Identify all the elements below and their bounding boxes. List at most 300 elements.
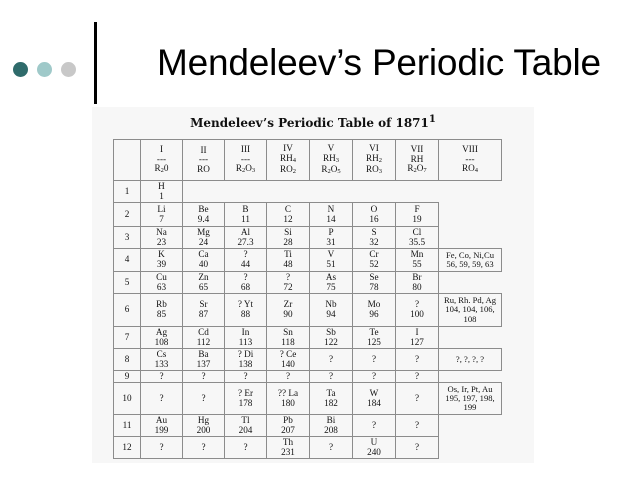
element-cell bbox=[353, 371, 396, 383]
period-number: 8 bbox=[114, 349, 141, 371]
group-header-III bbox=[225, 140, 267, 181]
atomic-weight: 72 bbox=[283, 281, 293, 292]
group-oxide: R20 bbox=[154, 163, 169, 175]
element-symbol: ? Yt bbox=[237, 299, 254, 310]
element-symbol: Mn bbox=[410, 249, 424, 260]
atomic-weight: 52 bbox=[369, 259, 379, 269]
element-symbol: Sn bbox=[283, 326, 293, 337]
element-cell bbox=[141, 203, 183, 227]
element-cell bbox=[141, 383, 183, 415]
group-header-IV bbox=[267, 140, 310, 181]
group-hydride: --- bbox=[156, 153, 167, 164]
atomic-weight: 96 bbox=[369, 309, 379, 319]
element-cell bbox=[183, 415, 225, 437]
element-cell bbox=[141, 415, 183, 437]
element-symbol: Cu bbox=[156, 271, 167, 282]
element-cell bbox=[439, 294, 502, 327]
periodic-table bbox=[113, 139, 502, 459]
group-hydride: RH3 bbox=[322, 153, 339, 165]
dot-dark bbox=[13, 62, 28, 77]
element-cell bbox=[396, 203, 439, 227]
element-symbol: Se bbox=[369, 271, 379, 282]
atomic-weight: 39 bbox=[156, 259, 167, 269]
element-symbol: ? bbox=[371, 353, 377, 364]
group-hydride: --- bbox=[465, 153, 475, 164]
atomic-weight: 137 bbox=[196, 358, 211, 369]
element-symbol: Be bbox=[198, 203, 209, 214]
element-cell bbox=[353, 327, 396, 349]
atomic-weight: 231 bbox=[281, 446, 295, 457]
element-symbol: Bi bbox=[326, 414, 336, 425]
element-symbol: F bbox=[414, 203, 420, 214]
element-symbol: Cl bbox=[412, 226, 422, 237]
element-symbol: ? bbox=[201, 441, 206, 452]
atomic-weight: 87 bbox=[198, 309, 209, 319]
atomic-weight: 195, 197, 198, bbox=[445, 392, 495, 403]
group-oxide: RO2 bbox=[279, 163, 296, 175]
element-cell bbox=[396, 415, 439, 437]
element-cell bbox=[141, 437, 183, 459]
element-symbol: I bbox=[415, 326, 419, 337]
element-cell bbox=[267, 227, 310, 249]
atomic-weight: 182 bbox=[324, 397, 338, 408]
empty-cell bbox=[183, 181, 225, 203]
empty-cell bbox=[439, 327, 502, 349]
atomic-weight: 199 bbox=[154, 424, 169, 435]
element-cell bbox=[310, 327, 353, 349]
atomic-weight: 138 bbox=[238, 358, 253, 369]
atomic-weight: 112 bbox=[196, 336, 211, 347]
atomic-weight: 108 bbox=[463, 313, 477, 324]
element-cell bbox=[225, 415, 267, 437]
atomic-weight: 104, 104, 106, bbox=[445, 304, 495, 315]
atomic-weight: 199 bbox=[463, 402, 477, 412]
element-cell bbox=[141, 327, 183, 349]
element-symbol: Ag bbox=[155, 326, 168, 337]
element-cell bbox=[225, 272, 267, 294]
element-cell bbox=[141, 249, 183, 272]
element-symbol: ? bbox=[159, 392, 164, 403]
atomic-weight: 28 bbox=[283, 236, 293, 247]
element-symbol: B bbox=[242, 203, 249, 214]
element-cell bbox=[141, 272, 183, 294]
element-cell bbox=[267, 415, 310, 437]
period-row bbox=[114, 383, 502, 415]
group-name: VI bbox=[369, 143, 379, 154]
period-number: 9 bbox=[114, 371, 141, 383]
atomic-weight: 78 bbox=[369, 281, 379, 292]
group-hydride: --- bbox=[240, 153, 251, 164]
period-row bbox=[114, 437, 502, 459]
period-number: 10 bbox=[114, 383, 141, 415]
element-cell bbox=[183, 349, 225, 371]
element-symbol: Sr bbox=[199, 299, 208, 310]
period-row bbox=[114, 181, 502, 203]
element-cell bbox=[183, 272, 225, 294]
atomic-weight: 90 bbox=[283, 309, 293, 319]
element-cell bbox=[353, 437, 396, 459]
element-symbol: Zn bbox=[198, 271, 209, 282]
group-oxide: RO4 bbox=[461, 163, 478, 175]
element-symbol: ? bbox=[371, 419, 377, 430]
period-number: 11 bbox=[114, 415, 141, 437]
period-number: 12 bbox=[114, 437, 141, 459]
element-cell bbox=[310, 294, 353, 327]
group-oxide: RO3 bbox=[365, 163, 382, 175]
element-symbol: ? bbox=[159, 370, 164, 381]
element-symbol: Ru, Rh. Pd, Ag bbox=[443, 295, 497, 306]
element-symbol: In bbox=[241, 326, 250, 337]
group-header-VI bbox=[353, 140, 396, 181]
element-cell bbox=[353, 227, 396, 249]
atomic-weight: 23 bbox=[156, 236, 167, 247]
element-cell bbox=[310, 349, 353, 371]
element-cell bbox=[310, 415, 353, 437]
element-symbol: H bbox=[158, 180, 165, 191]
element-symbol: As bbox=[325, 271, 337, 282]
element-cell bbox=[267, 371, 310, 383]
atomic-weight: 24 bbox=[198, 236, 209, 247]
empty-cell bbox=[396, 181, 439, 203]
atomic-weight: 12 bbox=[283, 213, 293, 224]
group-name: VII bbox=[410, 143, 424, 154]
atomic-weight: 19 bbox=[412, 213, 422, 224]
element-symbol: Zr bbox=[283, 299, 293, 310]
period-number: 7 bbox=[114, 327, 141, 349]
element-cell bbox=[310, 203, 353, 227]
atomic-weight: 80 bbox=[412, 281, 422, 292]
element-symbol: Mo bbox=[367, 299, 381, 310]
element-cell bbox=[396, 227, 439, 249]
atomic-weight: 68 bbox=[240, 281, 251, 292]
element-cell bbox=[183, 327, 225, 349]
element-cell bbox=[310, 272, 353, 294]
table-caption bbox=[92, 114, 534, 130]
element-cell bbox=[310, 249, 353, 272]
element-cell bbox=[141, 294, 183, 327]
empty-cell bbox=[439, 371, 502, 383]
element-symbol: ? bbox=[243, 249, 248, 260]
decorative-dots bbox=[13, 62, 76, 77]
element-symbol: ? bbox=[414, 353, 420, 364]
group-name: VIII bbox=[462, 143, 478, 154]
empty-cell bbox=[439, 415, 502, 437]
corner-cell bbox=[114, 140, 141, 181]
element-cell bbox=[396, 383, 439, 415]
empty-cell bbox=[439, 272, 502, 294]
element-cell bbox=[310, 371, 353, 383]
element-symbol: Na bbox=[156, 226, 167, 237]
period-number: 5 bbox=[114, 272, 141, 294]
group-hydride: RH2 bbox=[365, 153, 382, 165]
element-cell bbox=[310, 227, 353, 249]
element-symbol: ? bbox=[243, 271, 248, 282]
element-cell bbox=[225, 203, 267, 227]
element-symbol: ? bbox=[414, 419, 420, 430]
group-oxide: R2O3 bbox=[235, 163, 256, 175]
atomic-weight: 88 bbox=[240, 309, 251, 319]
dot-teal bbox=[37, 62, 52, 77]
element-cell bbox=[141, 371, 183, 383]
element-cell bbox=[225, 249, 267, 272]
period-number: 2 bbox=[114, 203, 141, 227]
element-symbol: ? bbox=[201, 370, 206, 381]
element-symbol: ? Er bbox=[237, 387, 254, 398]
element-symbol: ? bbox=[414, 441, 420, 452]
element-cell bbox=[267, 327, 310, 349]
element-cell bbox=[353, 294, 396, 327]
atomic-weight: 240 bbox=[367, 446, 381, 457]
element-symbol: ? bbox=[243, 370, 248, 381]
atomic-weight: 100 bbox=[410, 309, 424, 319]
period-row bbox=[114, 327, 502, 349]
atomic-weight: 40 bbox=[198, 259, 209, 269]
group-hydride: RH4 bbox=[279, 153, 296, 165]
element-cell bbox=[225, 371, 267, 383]
group-name: I bbox=[159, 143, 164, 154]
element-cell bbox=[353, 415, 396, 437]
element-symbol: ? bbox=[285, 370, 291, 381]
element-symbol: Hg bbox=[197, 414, 210, 425]
element-symbol: Fe, Co, Ni,Cu bbox=[446, 249, 494, 260]
period-row bbox=[114, 203, 502, 227]
element-cell bbox=[396, 437, 439, 459]
atomic-weight: 204 bbox=[238, 424, 253, 435]
atomic-weight: 118 bbox=[281, 336, 295, 347]
element-symbol: Os, Ir, Pt, Au bbox=[447, 383, 493, 394]
element-symbol: C bbox=[284, 203, 292, 214]
element-symbol: U bbox=[370, 436, 378, 447]
element-cell bbox=[183, 249, 225, 272]
element-cell bbox=[141, 349, 183, 371]
empty-cell bbox=[439, 227, 502, 249]
element-cell bbox=[267, 272, 310, 294]
element-cell bbox=[267, 294, 310, 327]
atomic-weight: 63 bbox=[156, 281, 167, 292]
group-header-II bbox=[183, 140, 225, 181]
element-cell bbox=[183, 371, 225, 383]
element-cell bbox=[439, 249, 502, 272]
element-cell bbox=[183, 437, 225, 459]
element-symbol: O bbox=[370, 203, 378, 214]
element-cell bbox=[225, 349, 267, 371]
element-cell bbox=[353, 349, 396, 371]
atomic-weight: 48 bbox=[283, 259, 293, 269]
atomic-weight: 208 bbox=[324, 424, 338, 435]
element-symbol: Ca bbox=[198, 249, 209, 260]
element-symbol: Rb bbox=[156, 299, 167, 310]
group-name: II bbox=[200, 144, 207, 155]
element-cell bbox=[141, 181, 183, 203]
element-symbol: Al bbox=[240, 226, 251, 237]
element-cell bbox=[353, 383, 396, 415]
atomic-weight: 140 bbox=[281, 358, 295, 369]
atomic-weight: 94 bbox=[326, 309, 336, 319]
element-symbol: P bbox=[328, 226, 334, 237]
element-symbol: Cr bbox=[369, 249, 379, 260]
atomic-weight: 7 bbox=[159, 213, 164, 224]
element-cell bbox=[183, 203, 225, 227]
element-symbol: ? bbox=[328, 370, 334, 381]
element-cell bbox=[225, 227, 267, 249]
period-row bbox=[114, 249, 502, 272]
atomic-weight: 125 bbox=[367, 336, 381, 347]
atomic-weight: 200 bbox=[196, 424, 211, 435]
element-cell bbox=[267, 249, 310, 272]
atomic-weight: 27.3 bbox=[237, 236, 254, 247]
group-name: IV bbox=[283, 143, 293, 154]
empty-cell bbox=[439, 181, 502, 203]
empty-cell bbox=[267, 181, 310, 203]
element-cell bbox=[183, 227, 225, 249]
element-cell bbox=[141, 227, 183, 249]
element-cell bbox=[183, 383, 225, 415]
footnote-mark: 1 bbox=[428, 114, 436, 125]
element-cell bbox=[439, 383, 502, 415]
element-cell bbox=[396, 294, 439, 327]
atomic-weight: 133 bbox=[154, 358, 169, 369]
period-row bbox=[114, 272, 502, 294]
group-header-VIII bbox=[439, 140, 502, 181]
element-symbol: ? bbox=[328, 353, 334, 364]
atomic-weight: 127 bbox=[410, 336, 424, 347]
group-oxide: RO bbox=[197, 163, 210, 174]
element-cell bbox=[267, 383, 310, 415]
element-symbol: ? bbox=[285, 271, 291, 282]
element-symbol: Au bbox=[155, 414, 168, 425]
group-header-row bbox=[114, 140, 502, 181]
element-cell bbox=[225, 294, 267, 327]
element-symbol: Sb bbox=[326, 326, 336, 337]
period-number: 3 bbox=[114, 227, 141, 249]
atomic-weight: 178 bbox=[238, 397, 253, 408]
atomic-weight: 207 bbox=[281, 424, 295, 435]
atomic-weight: 56, 59, 59, 63 bbox=[446, 259, 494, 269]
element-symbol: N bbox=[327, 203, 335, 214]
element-cell bbox=[396, 371, 439, 383]
atomic-weight: 180 bbox=[281, 397, 295, 408]
group-oxide: R2O5 bbox=[321, 163, 341, 175]
period-row bbox=[114, 294, 502, 327]
element-cell bbox=[353, 249, 396, 272]
element-cell bbox=[310, 437, 353, 459]
atomic-weight: 44 bbox=[240, 259, 251, 269]
period-number: 6 bbox=[114, 294, 141, 327]
element-symbol: Ba bbox=[198, 348, 209, 359]
slide-title: Mendeleev’s Periodic Table bbox=[157, 42, 601, 83]
element-symbol: Ti bbox=[284, 249, 292, 260]
element-symbol: Br bbox=[412, 271, 422, 282]
atomic-weight: 14 bbox=[326, 213, 336, 224]
atomic-weight: 108 bbox=[154, 336, 169, 347]
atomic-weight: 65 bbox=[198, 281, 209, 292]
group-name: V bbox=[327, 143, 335, 154]
element-symbol: ? bbox=[159, 441, 164, 452]
empty-cell bbox=[439, 203, 502, 227]
periodic-table-image bbox=[92, 107, 534, 463]
empty-cell bbox=[439, 437, 502, 459]
element-cell bbox=[225, 327, 267, 349]
period-number: 1 bbox=[114, 181, 141, 203]
element-cell bbox=[439, 349, 502, 371]
period-row bbox=[114, 371, 502, 383]
element-cell bbox=[267, 349, 310, 371]
element-symbol: V bbox=[327, 249, 335, 260]
element-symbol: Nb bbox=[325, 299, 337, 310]
element-cell bbox=[267, 437, 310, 459]
element-cell bbox=[310, 383, 353, 415]
element-cell bbox=[267, 203, 310, 227]
group-hydride: RH bbox=[410, 153, 424, 164]
element-cell bbox=[396, 272, 439, 294]
element-symbol: ? bbox=[414, 392, 420, 403]
element-symbol: ? bbox=[414, 299, 420, 310]
element-symbol: W bbox=[369, 387, 379, 398]
element-symbol: Mg bbox=[197, 226, 210, 237]
period-row bbox=[114, 227, 502, 249]
element-symbol: Ta bbox=[326, 387, 336, 398]
element-symbol: ?, ?, ?, ? bbox=[455, 353, 485, 364]
element-symbol: Th bbox=[282, 436, 294, 447]
period-number: 4 bbox=[114, 249, 141, 272]
atomic-weight: 1 bbox=[159, 190, 164, 201]
element-symbol: Li bbox=[157, 203, 166, 214]
atomic-weight: 184 bbox=[367, 397, 381, 408]
element-cell bbox=[353, 272, 396, 294]
group-header-I bbox=[141, 140, 183, 181]
group-header-VII bbox=[396, 140, 439, 181]
empty-cell bbox=[225, 181, 267, 203]
element-symbol: ? Di bbox=[237, 348, 254, 359]
atomic-weight: 85 bbox=[156, 309, 167, 319]
element-cell bbox=[353, 203, 396, 227]
element-cell bbox=[225, 383, 267, 415]
element-symbol: S bbox=[371, 226, 377, 237]
atomic-weight: 35.5 bbox=[408, 236, 426, 247]
atomic-weight: 122 bbox=[324, 336, 338, 347]
element-cell bbox=[396, 249, 439, 272]
element-cell bbox=[396, 327, 439, 349]
element-symbol: Si bbox=[284, 226, 292, 237]
element-symbol: ? bbox=[328, 441, 334, 452]
element-symbol: Cs bbox=[156, 348, 167, 359]
title-divider bbox=[94, 22, 97, 104]
element-symbol: ? bbox=[201, 392, 206, 403]
element-symbol: Pb bbox=[283, 414, 293, 425]
group-name: III bbox=[240, 143, 251, 154]
atomic-weight: 9.4 bbox=[197, 213, 210, 224]
element-symbol: ? Ce bbox=[279, 348, 297, 359]
atomic-weight: 75 bbox=[326, 281, 336, 292]
atomic-weight: 11 bbox=[241, 213, 250, 224]
element-symbol: Cd bbox=[198, 326, 209, 337]
element-symbol: ? bbox=[414, 370, 420, 381]
element-symbol: Te bbox=[369, 326, 379, 337]
element-cell bbox=[396, 349, 439, 371]
group-header-V bbox=[310, 140, 353, 181]
table-caption-text: Mendeleev’s Periodic Table of 1871 bbox=[190, 116, 429, 130]
period-row bbox=[114, 415, 502, 437]
atomic-weight: 31 bbox=[326, 236, 336, 247]
dot-grey bbox=[61, 62, 76, 77]
atomic-weight: 51 bbox=[326, 259, 336, 269]
empty-cell bbox=[310, 181, 353, 203]
atomic-weight: 32 bbox=[369, 236, 379, 247]
element-cell bbox=[225, 437, 267, 459]
atomic-weight: 113 bbox=[238, 336, 253, 347]
element-symbol: K bbox=[158, 249, 165, 260]
group-oxide: R2O7 bbox=[407, 163, 427, 175]
